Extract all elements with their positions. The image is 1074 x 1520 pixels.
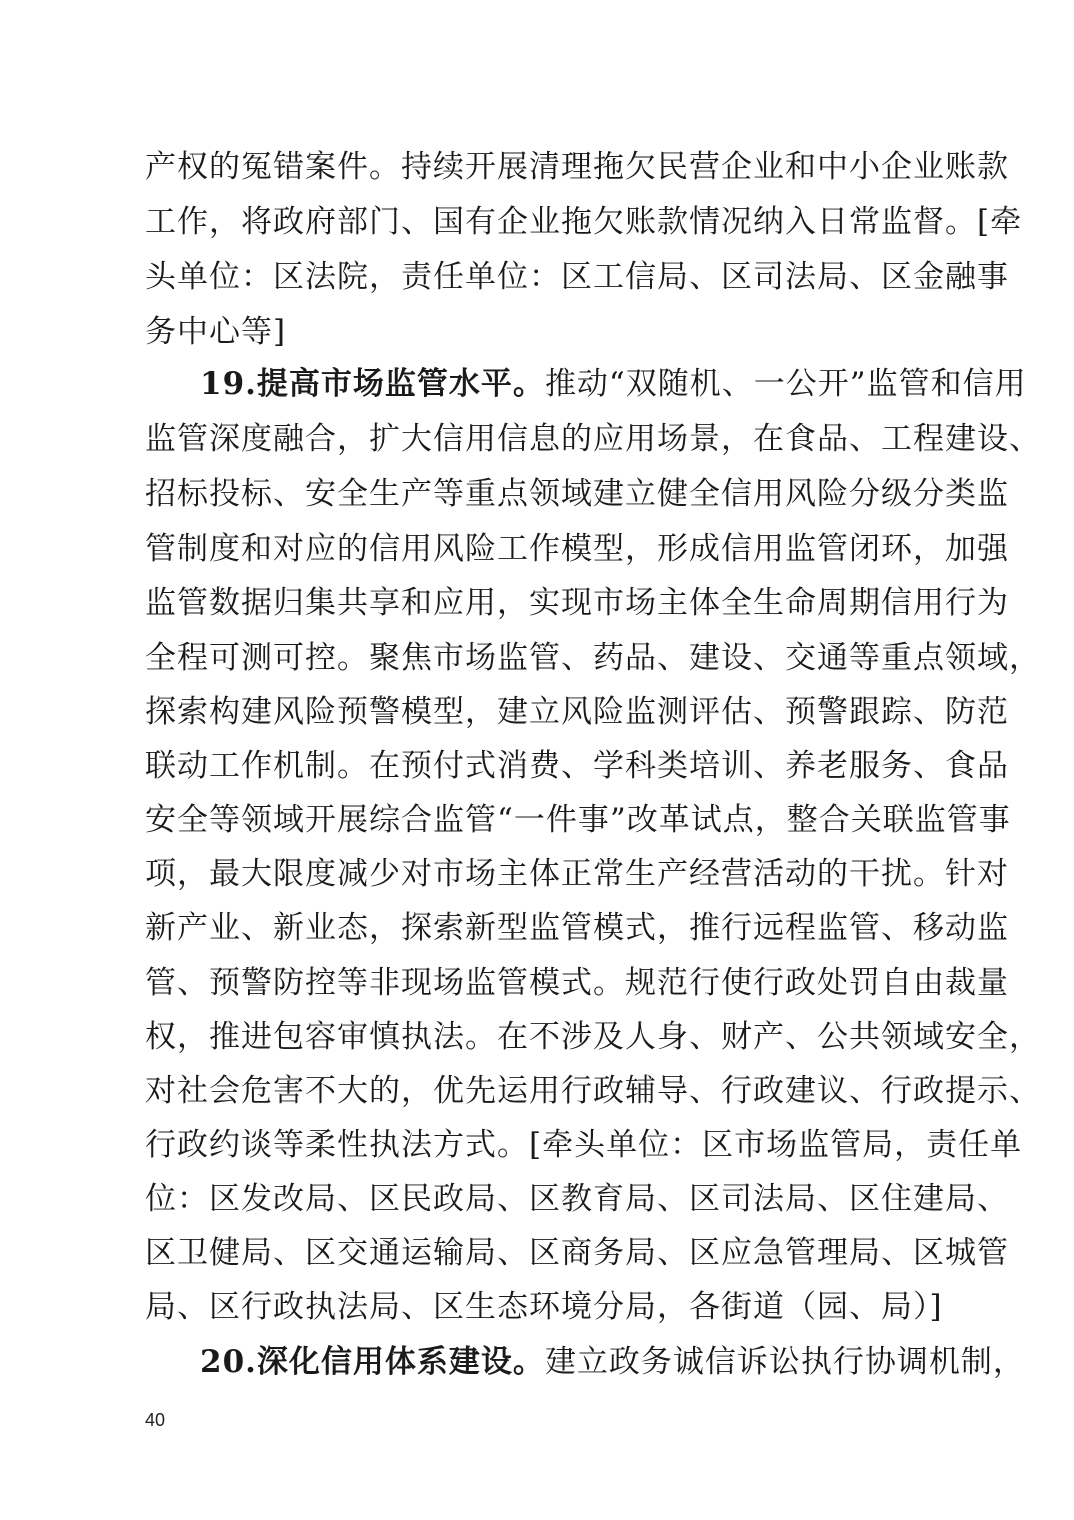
body-line: 全程可测可控。聚焦市场监管、药品、建设、交通等重点领域， [145, 640, 1041, 676]
section-20-text: 建立政务诚信诉讼执行协调机制， [544, 1344, 1025, 1380]
body-line: 监管数据归集共享和应用，实现市场主体全生命周期信用行为 [145, 585, 1009, 621]
body-line: 务中心等] [145, 314, 287, 350]
body-line: 新产业、新业态，探索新型监管模式，推行远程监管、移动监 [145, 910, 1009, 946]
body-line: 安全等领域开展综合监管“一件事”改革试点，整合关联监管事 [145, 802, 1011, 838]
body-line: 招标投标、安全生产等重点领域建立健全信用风险分级分类监 [145, 476, 1009, 512]
section-19-text: 推动“双随机、一公开”监管和信用 [544, 366, 1027, 402]
body-line: 局、区行政执法局、区生态环境分局，各街道（园、局）] [145, 1289, 943, 1325]
body-line: 位：区发改局、区民政局、区教育局、区司法局、区住建局、 [145, 1181, 1009, 1217]
page-number: 40 [145, 1410, 166, 1430]
section-20-heading: 20.深化信用体系建设。 [200, 1344, 545, 1380]
body-line: 管、预警防控等非现场监管模式。规范行使行政处罚自由裁量 [145, 965, 1009, 1001]
body-line: 产权的冤错案件。持续开展清理拖欠民营企业和中小企业账款 [145, 149, 1009, 185]
section-19-heading: 19.提高市场监管水平。 [200, 366, 545, 402]
body-line: 工作，将政府部门、国有企业拖欠账款情况纳入日常监督。[牵 [145, 204, 1023, 240]
body-line: 项，最大限度减少对市场主体正常生产经营活动的干扰。针对 [145, 856, 1009, 892]
body-line: 区卫健局、区交通运输局、区商务局、区应急管理局、区城管 [145, 1235, 1009, 1271]
body-line: 头单位：区法院，责任单位：区工信局、区司法局、区金融事 [145, 259, 1009, 295]
body-line: 权，推进包容审慎执法。在不涉及人身、财产、公共领域安全， [145, 1019, 1041, 1055]
body-line: 探索构建风险预警模型，建立风险监测评估、预警跟踪、防范 [145, 694, 1009, 730]
body-line: 行政约谈等柔性执法方式。[牵头单位：区市场监管局，责任单 [145, 1127, 1023, 1163]
body-line: 管制度和对应的信用风险工作模型，形成信用监管闭环，加强 [145, 531, 1009, 567]
section-19-first-line [200, 357, 1027, 411]
body-line: 对社会危害不大的，优先运用行政辅导、行政建议、行政提示、 [145, 1073, 1041, 1109]
body-line: 联动工作机制。在预付式消费、学科类培训、养老服务、食品 [145, 748, 1009, 784]
section-20-first-line [200, 1335, 1025, 1389]
body-line: 监管深度融合，扩大信用信息的应用场景，在食品、工程建设、 [145, 421, 1041, 457]
